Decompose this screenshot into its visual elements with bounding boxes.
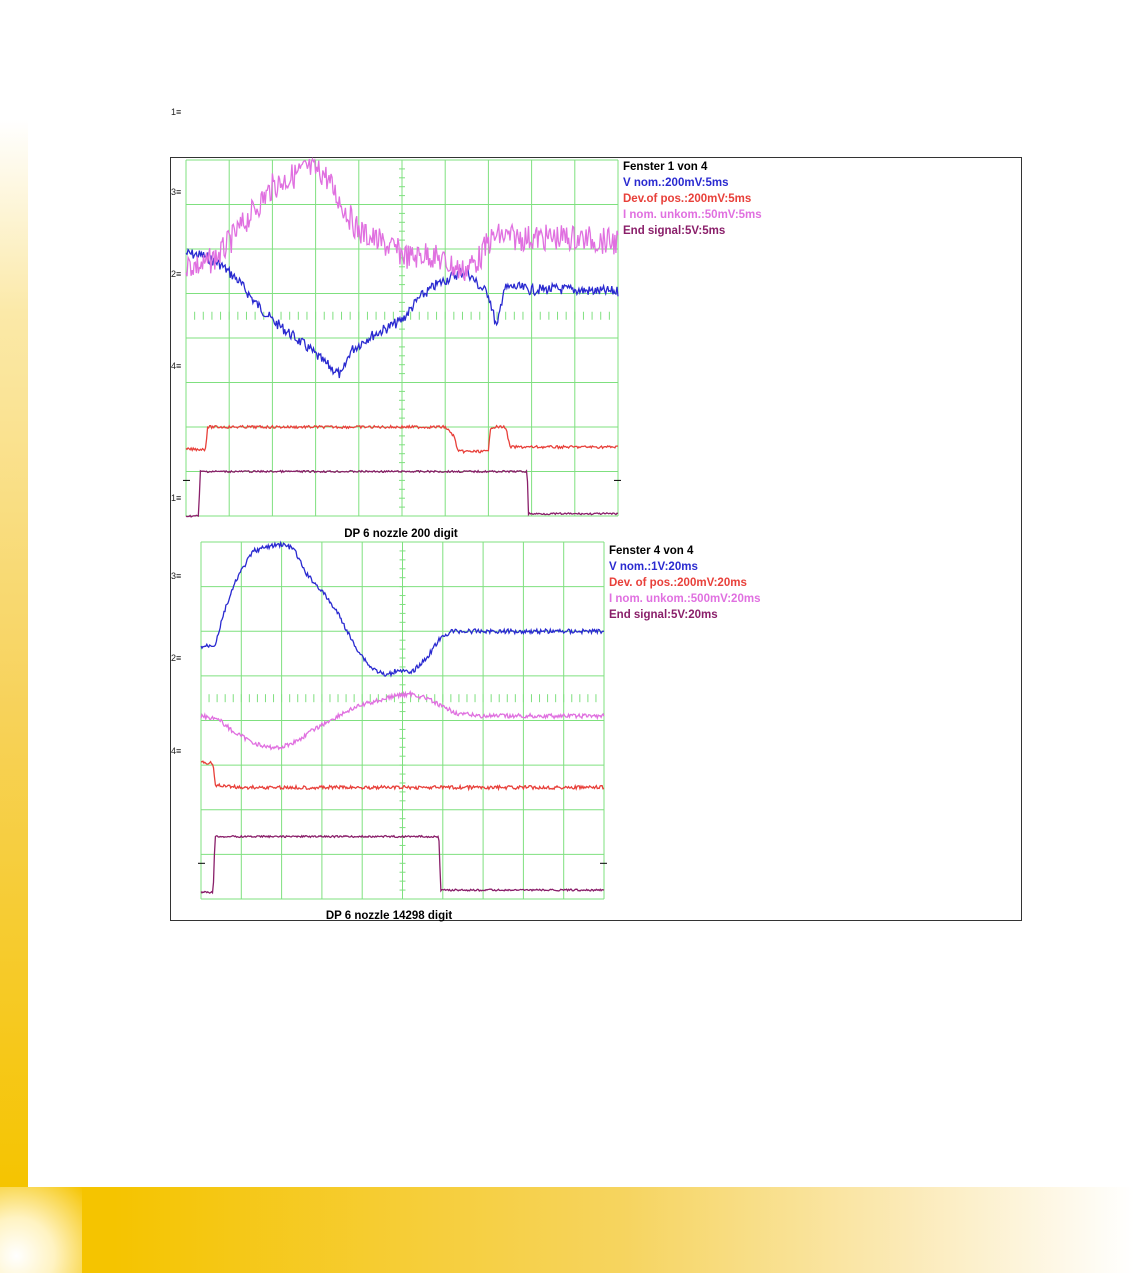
channel-marker-2: 2≡ [171, 269, 182, 279]
left-accent-bar [0, 120, 28, 1190]
legend-entry: I nom. unkom.:50mV:5ms [623, 209, 762, 221]
channel-marker-3: 3≡ [171, 571, 182, 581]
channel-marker-4: 4≡ [171, 361, 182, 371]
channel-marker-3: 3≡ [171, 187, 182, 197]
corner-accent [0, 1187, 82, 1273]
legend-entry: End signal:5V:5ms [623, 225, 726, 237]
legend-entry: V nom.:1V:20ms [609, 561, 698, 573]
chart-caption: DP 6 nozzle 200 digit [344, 528, 458, 540]
legend-entry: V nom.:200mV:5ms [623, 177, 729, 189]
chart-caption: DP 6 nozzle 14298 digit [325, 910, 453, 922]
channel-marker-2: 2≡ [171, 653, 182, 663]
legend-title: Fenster 4 von 4 [609, 545, 694, 557]
oscilloscope-svg [171, 107, 1021, 922]
bottom-accent-bar [0, 1187, 1134, 1273]
legend-entry: I nom. unkom.:500mV:20ms [609, 593, 761, 605]
legend-entry: Dev.of pos.:200mV:5ms [623, 193, 752, 205]
channel-marker-1: 1≡ [171, 107, 182, 117]
oscilloscope-frame [170, 107, 1022, 922]
legend-title: Fenster 1 von 4 [623, 161, 708, 173]
channel-marker-4: 4≡ [171, 746, 182, 756]
legend-entry: End signal:5V:20ms [609, 609, 718, 621]
legend-entry: Dev. of pos.:200mV:20ms [609, 577, 747, 589]
channel-marker-1: 1≡ [171, 493, 182, 503]
